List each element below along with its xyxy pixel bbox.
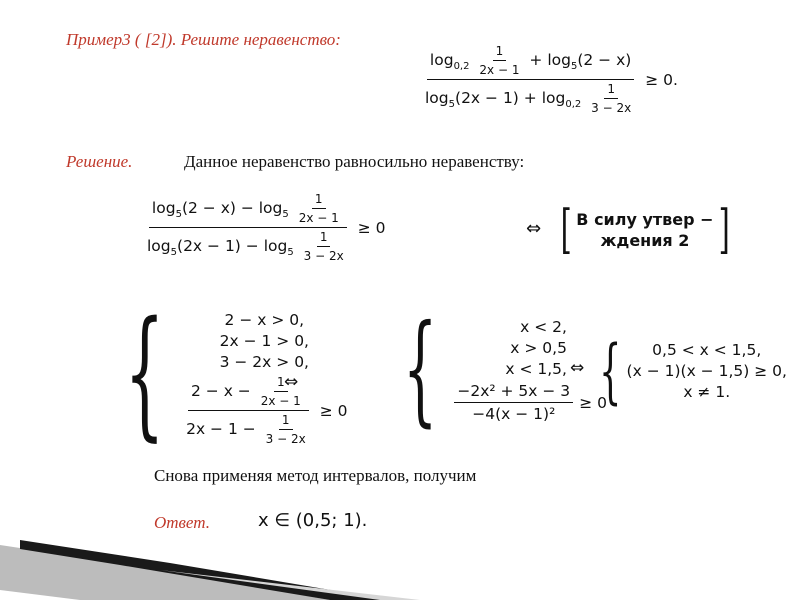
main-inequality <box>420 44 678 115</box>
main-fraction <box>422 44 639 115</box>
log-text: log <box>429 51 454 69</box>
inequality-rhs: ≥ 0 <box>319 401 348 420</box>
log-text: log <box>425 89 449 107</box>
system-line: 3 − 2x > 0, <box>219 353 309 371</box>
log-arg: (2 − x) <box>577 51 632 69</box>
interval-text: Снова применяя метод интервалов, получим <box>154 466 477 485</box>
example-title-text: Пример3 ( [2]). Решите неравенство: <box>66 30 341 49</box>
equiv-symbol-2: ⇔ <box>284 372 299 392</box>
inner-num: 1 <box>312 192 326 209</box>
system-line: 0,5 < x < 1,5, <box>652 340 762 359</box>
frac-text: 2x − 1 − <box>186 420 256 438</box>
inner-fraction <box>296 192 342 225</box>
log-base: 0,2 <box>565 99 582 111</box>
eq2-fraction <box>144 192 352 263</box>
inner-fraction <box>476 44 522 77</box>
inner-den: 3 − 2x <box>265 432 306 446</box>
equiv-symbol: ⇔ <box>526 218 542 239</box>
left-brace-icon: { <box>402 300 438 439</box>
log-base: 5 <box>282 209 289 221</box>
system-line: 2x − 1 > 0, <box>219 332 309 350</box>
example-title <box>66 30 341 50</box>
system-line: x ≠ 1. <box>683 382 731 401</box>
system-line: (x − 1)(x − 1,5) ≥ 0, <box>626 361 787 380</box>
right-bracket-icon: ] <box>718 200 730 260</box>
inner-num: 1 <box>604 82 618 99</box>
system-fraction <box>454 382 573 423</box>
inner-num: 1 <box>274 375 288 392</box>
log-base: 0,2 <box>453 61 470 73</box>
system-line: 2 − x > 0, <box>224 311 305 329</box>
system-1 <box>100 292 348 455</box>
frac-text: 2 − x − <box>191 382 251 400</box>
answer-label: Ответ. <box>154 513 210 532</box>
system-1-lines <box>181 310 347 446</box>
bracket-text <box>576 209 713 251</box>
inner-num: 1 <box>279 413 293 430</box>
bracket-note <box>556 200 734 260</box>
left-brace-icon: { <box>124 292 165 455</box>
system-line: x < 1,5, <box>505 360 567 378</box>
log-text: + log <box>529 51 571 69</box>
log-base: 5 <box>570 61 578 73</box>
equiv-symbol-3: ⇔ <box>570 358 585 378</box>
system-3-lines <box>627 340 787 403</box>
system-fraction-line <box>452 382 607 423</box>
inner-fraction <box>301 230 347 263</box>
inner-den: 2x − 1 <box>298 211 339 225</box>
answer-value: x ∈ (0,5; 1). <box>258 510 368 531</box>
decorative-stripes <box>0 505 800 600</box>
inner-fraction <box>263 413 309 446</box>
inequality-rhs: ≥ 0 <box>357 218 386 237</box>
bracket-line-1: В силу утвер − <box>576 210 714 229</box>
inner-num: 1 <box>493 44 507 61</box>
system-line: x > 0,5 <box>510 339 567 357</box>
log-text: log <box>151 199 176 217</box>
log-base: 5 <box>448 99 456 111</box>
equivalent-inequality <box>142 192 385 263</box>
bracket-line-2: ждения 2 <box>600 231 690 250</box>
solution-label: Решение. <box>66 152 133 171</box>
log-base: 5 <box>287 247 294 259</box>
inequality-rhs: ≥ 0. <box>645 70 678 89</box>
left-bracket-icon: [ <box>560 200 572 260</box>
log-arg: (2 − x) − log <box>181 199 283 217</box>
frac-den: −4(x − 1)² <box>472 405 556 423</box>
log-base: 5 <box>170 247 178 259</box>
log-arg: (2x − 1) + log <box>455 89 566 107</box>
log-base: 5 <box>175 209 182 221</box>
inner-fraction <box>588 82 634 115</box>
frac-num: −2x² + 5x − 3 <box>454 382 573 403</box>
log-text: log <box>147 237 171 255</box>
system-line: x < 2, <box>520 318 567 336</box>
system-3 <box>588 330 787 412</box>
log-arg: (2x − 1) − log <box>177 237 288 255</box>
inner-den: 2x − 1 <box>479 63 520 77</box>
inner-den: 3 − 2x <box>591 101 632 115</box>
left-brace-icon: { <box>599 330 622 412</box>
inner-den: 3 − 2x <box>303 249 344 263</box>
inequality-rhs: ≥ 0 <box>579 393 607 412</box>
solution-text: Данное неравенство равносильно неравенству: <box>184 152 525 171</box>
inner-num: 1 <box>317 230 331 247</box>
inner-den: 2x − 1 <box>260 394 301 408</box>
system-fraction-line <box>181 375 347 446</box>
